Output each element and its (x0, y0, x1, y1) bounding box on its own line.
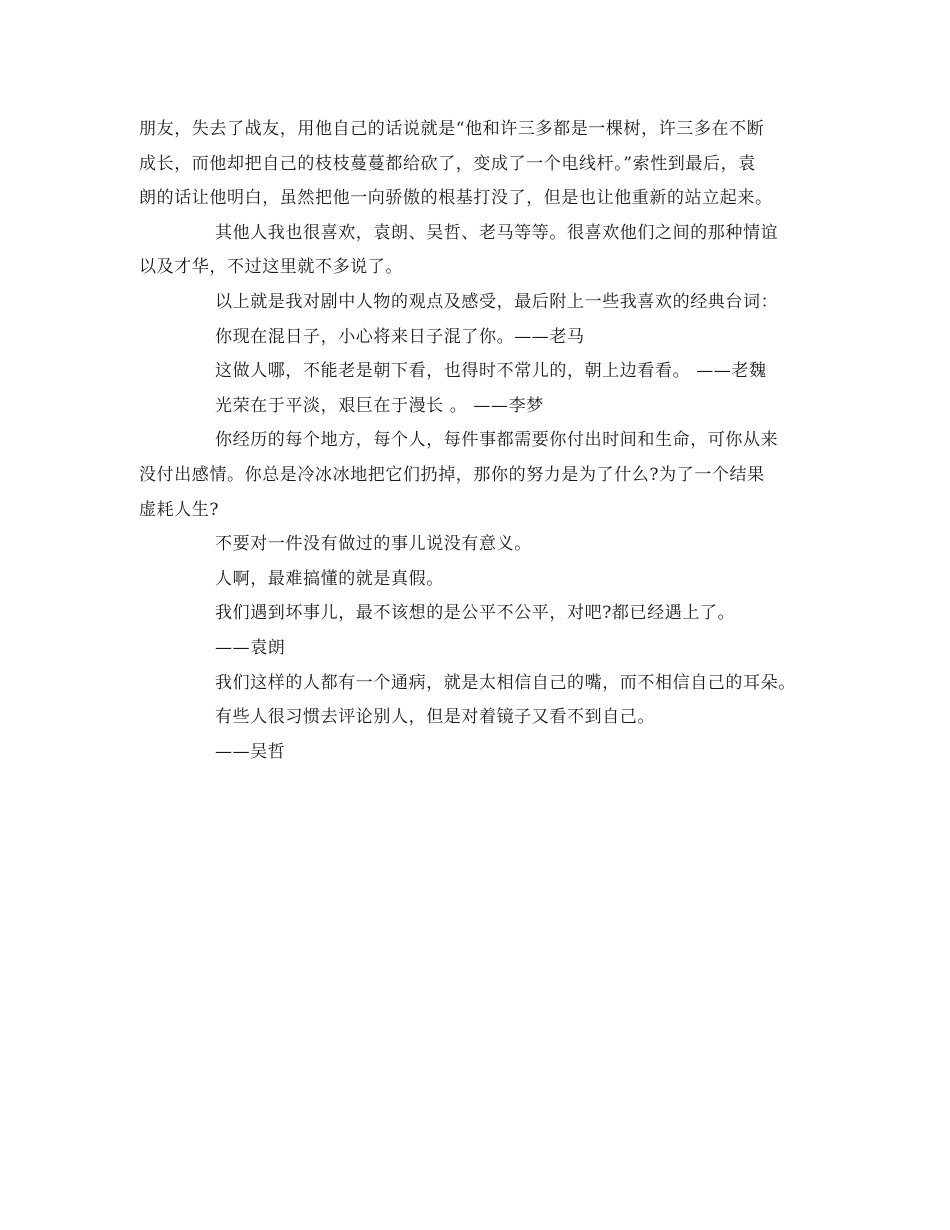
quote-laowei (139, 354, 819, 389)
paragraph-continuation (139, 112, 819, 216)
text-line: 光荣在于平淡，艰巨在于漫长 。 ——李梦 (215, 395, 544, 416)
text-line: 没付出感情。你总是冷冰冰地把它们扔掉，那你的努力是为了什么?为了一个结果 (139, 464, 765, 485)
text-line: 以及才华，不过这里就不多说了。 (139, 257, 403, 278)
text-line: 朋友，失去了战友，用他自己的话说就是“他和许三多都是一棵树，许三多在不断 (139, 119, 765, 139)
text-line: 成长，而他却把自己的枝枝蔓蔓都给砍了，变成了一个电线杆。”索性到最后，袁 (139, 153, 756, 174)
text-line: 虚耗人生? (139, 499, 220, 520)
text-line: 不要对一件没有做过的事儿说没有意义。 (215, 534, 532, 555)
text-line: 你现在混日子，小心将来日子混了你。——老马 (215, 326, 585, 347)
paragraph-intro (139, 285, 819, 320)
quote-limeng (139, 389, 819, 424)
text-line: 你经历的每个地方，每个人，每件事都需要你付出时间和生命，可你从来 (215, 430, 779, 451)
quote-experience (139, 423, 819, 527)
text-line: 朗的话让他明白，虽然把他一向骄傲的根基打没了，但是也让他重新的站立起来。 (139, 188, 773, 209)
document-body (139, 112, 819, 769)
text-line: 人啊，最难搞懂的就是真假。 (215, 568, 444, 589)
text-line: ——袁朗 (215, 637, 286, 658)
text-line: 其他人我也很喜欢，袁朗、吴哲、老马等等。很喜欢他们之间的那种情谊 (215, 222, 779, 243)
text-line: ——吴哲 (215, 741, 286, 762)
text-line: 这做人哪，不能老是朝下看，也得时不常儿的，朝上边看看。 ——老魏 (215, 361, 767, 382)
quote-laoma (139, 320, 819, 355)
text-line: 我们这样的人都有一个通病，就是太相信自己的嘴，而不相信自己的耳朵。 (215, 672, 796, 693)
text-line: 以上就是我对剧中人物的观点及感受，最后附上一些我喜欢的经典台词： (215, 291, 779, 312)
quote-ears (139, 666, 819, 701)
paragraph-others (139, 216, 819, 285)
text-line: 有些人很习惯去评论别人，但是对着镜子又看不到自己。 (215, 707, 655, 728)
attribution-wuzhe (139, 735, 819, 770)
quote-fairness (139, 596, 819, 631)
quote-meaning (139, 527, 819, 562)
attribution-yuanlang (139, 631, 819, 666)
text-line: 我们遇到坏事儿，最不该想的是公平不公平，对吧?都已经遇上了。 (215, 603, 736, 624)
quote-mirror (139, 700, 819, 735)
quote-truth (139, 562, 819, 597)
